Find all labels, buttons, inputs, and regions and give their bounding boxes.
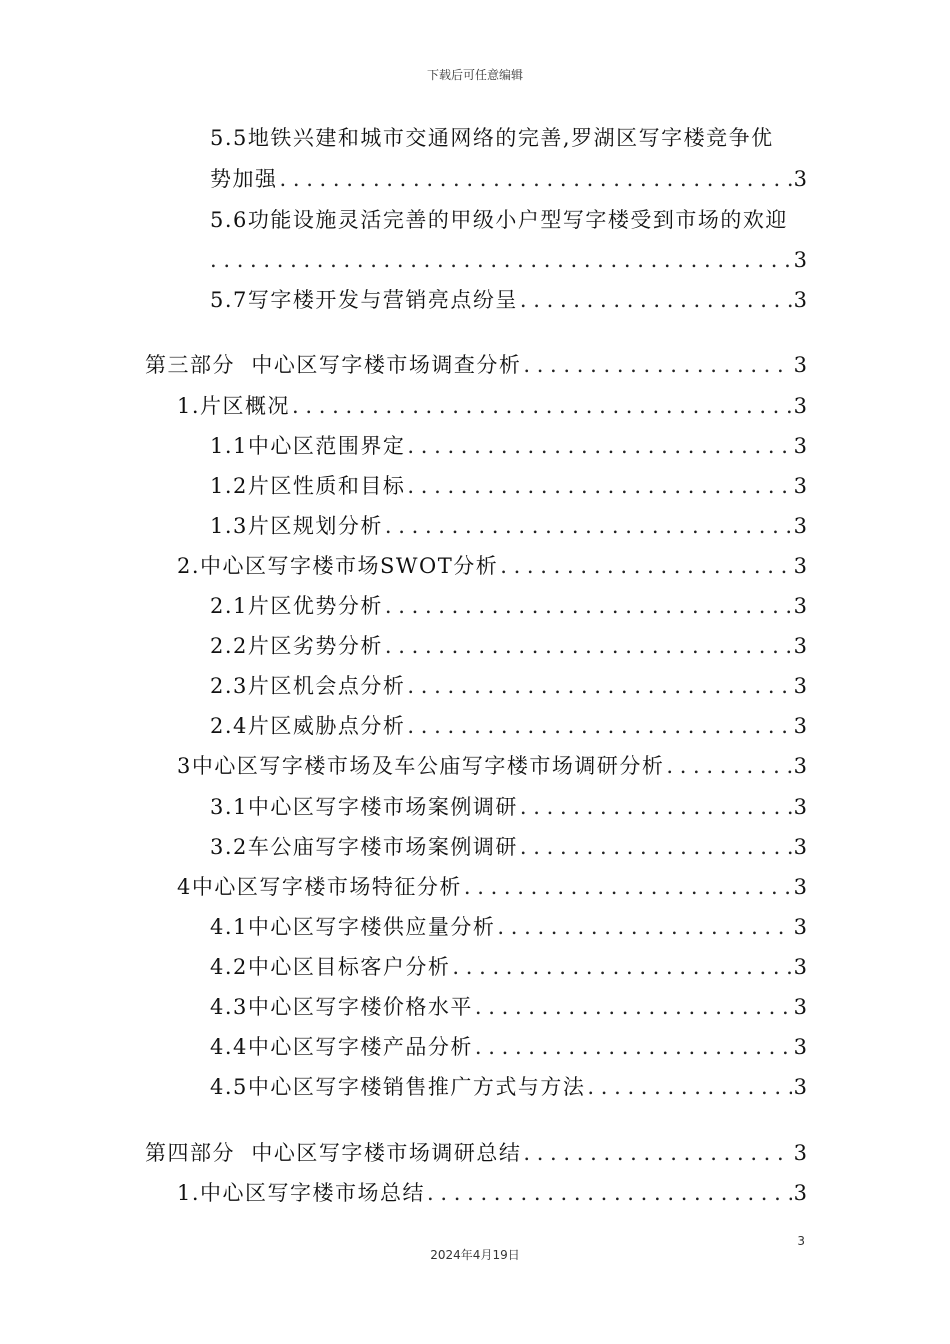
toc-entry-label: 2.3片区机会点分析 [210,674,406,698]
toc-page-number: 3 [793,1181,807,1205]
toc-entry-label: 2.中心区写字楼市场SWOT分析 [177,554,499,578]
dot-leader [452,953,791,981]
toc-entry-5-6[interactable] [210,246,807,274]
toc-page-number: 3 [793,594,807,618]
toc-page-number: 3 [793,514,807,538]
dot-leader [523,351,791,379]
toc-page-number: 3 [793,875,807,899]
toc-entry-label: 1.3片区规划分析 [210,514,383,538]
toc-entry-label: 第三部分 中心区写字楼市场调查分析 [145,353,522,377]
toc-section-3[interactable] [177,752,807,780]
toc-entry-5-5-line1: 5.5地铁兴建和城市交通网络的完善,罗湖区写字楼竞争优 [210,126,774,150]
toc-section-4-4[interactable] [210,1033,807,1061]
dot-leader [523,1139,791,1167]
toc-page-number: 3 [793,795,807,819]
toc-section-4-2[interactable] [210,953,807,981]
toc-entry-label: 1.片区概况 [177,394,291,418]
toc-page-number: 3 [793,353,807,377]
toc-entry-label: 3中心区写字楼市场及车公庙写字楼市场调研分析 [177,754,665,778]
dot-leader [407,712,791,740]
toc-entry-label: 2.1片区优势分析 [210,594,383,618]
dot-leader [520,286,792,314]
toc-page-number: 3 [793,714,807,738]
dot-leader [475,993,792,1021]
toc-page-number: 3 [793,955,807,979]
toc-entry-label: 4.3中心区写字楼价格水平 [210,995,473,1019]
toc-page-number: 3 [793,554,807,578]
toc-section-4-1[interactable] [210,913,807,941]
toc-entry-5-6-line1: 5.6功能设施灵活完善的甲级小户型写字楼受到市场的欢迎 [210,208,788,232]
toc-page-number: 3 [793,754,807,778]
toc-entry-label: 4.4中心区写字楼产品分析 [210,1035,473,1059]
toc-page-number: 3 [793,474,807,498]
dot-leader [385,632,792,660]
toc-entry-label: 4.2中心区目标客户分析 [210,955,451,979]
dot-leader [427,1179,792,1207]
page-header: 下载后可任意编辑 [426,68,523,82]
toc-page-number: 3 [793,167,807,191]
toc-section-1-2[interactable] [210,472,807,500]
toc-page-number: 3 [793,434,807,458]
toc-entry-label: 1.2片区性质和目标 [210,474,406,498]
toc-entry-label: 2.4片区威胁点分析 [210,714,406,738]
toc-section-2-2[interactable] [210,632,807,660]
toc-section-3-2[interactable] [210,833,807,861]
toc-part-4[interactable] [145,1139,807,1167]
toc-part-3[interactable] [145,351,807,379]
toc-page-number: 3 [793,394,807,418]
toc-section-2-4[interactable] [210,712,807,740]
toc-entry-label: 第四部分 中心区写字楼市场调研总结 [145,1141,522,1165]
dot-leader [587,1073,791,1101]
dot-leader [385,512,792,540]
toc-page-number: 3 [793,674,807,698]
toc-entry-label: 势加强 [210,167,278,191]
toc-page-number: 3 [793,248,807,272]
dot-leader [520,833,792,861]
toc-page-number: 3 [793,288,807,312]
toc-section-1-3[interactable] [210,512,807,540]
toc-page-number: 3 [793,1035,807,1059]
toc-section-1[interactable] [177,392,807,420]
page-footer-date: 2024年4月19日 [430,1248,520,1262]
toc-entry-label: 4中心区写字楼市场特征分析 [177,875,462,899]
toc-entry-label: 1.1中心区范围界定 [210,434,406,458]
toc-section-2-3[interactable] [210,672,807,700]
toc-entry-5-5[interactable] [210,165,807,193]
dot-leader [407,672,791,700]
toc-section-3-1[interactable] [210,793,807,821]
dot-leader [385,592,792,620]
dot-leader [407,472,791,500]
toc-part-4-section-1[interactable] [177,1179,807,1207]
toc-section-2[interactable] [177,552,807,580]
toc-section-4-5[interactable] [210,1073,807,1101]
toc-entry-label: 1.中心区写字楼市场总结 [177,1181,426,1205]
toc-page-number: 3 [793,915,807,939]
toc-section-4[interactable] [177,873,807,901]
toc-entry-label: 2.2片区劣势分析 [210,634,383,658]
toc-entry-label: 3.1中心区写字楼市场案例调研 [210,795,518,819]
toc-page-number: 3 [793,835,807,859]
dot-leader [292,392,792,420]
toc-entry-label: 3.2车公庙写字楼市场案例调研 [210,835,518,859]
dot-leader [500,552,791,580]
dot-leader [520,793,792,821]
toc-page-number: 3 [793,995,807,1019]
page-number: 3 [797,1234,805,1248]
dot-leader [497,913,791,941]
dot-leader [280,165,792,193]
dot-leader [407,432,791,460]
dot-leader [666,752,791,780]
toc-entry-label: 4.1中心区写字楼供应量分析 [210,915,496,939]
toc-entry-5-7[interactable] [210,286,807,314]
dot-leader [210,246,792,274]
toc-page-number: 3 [793,1141,807,1165]
toc-section-2-1[interactable] [210,592,807,620]
toc-entry-label: 5.7写字楼开发与营销亮点纷呈 [210,288,518,312]
toc-page-number: 3 [793,1075,807,1099]
toc-entry-label: 4.5中心区写字楼销售推广方式与方法 [210,1075,586,1099]
toc-section-4-3[interactable] [210,993,807,1021]
dot-leader [475,1033,792,1061]
toc-page-number: 3 [793,634,807,658]
dot-leader [464,873,792,901]
toc-section-1-1[interactable] [210,432,807,460]
